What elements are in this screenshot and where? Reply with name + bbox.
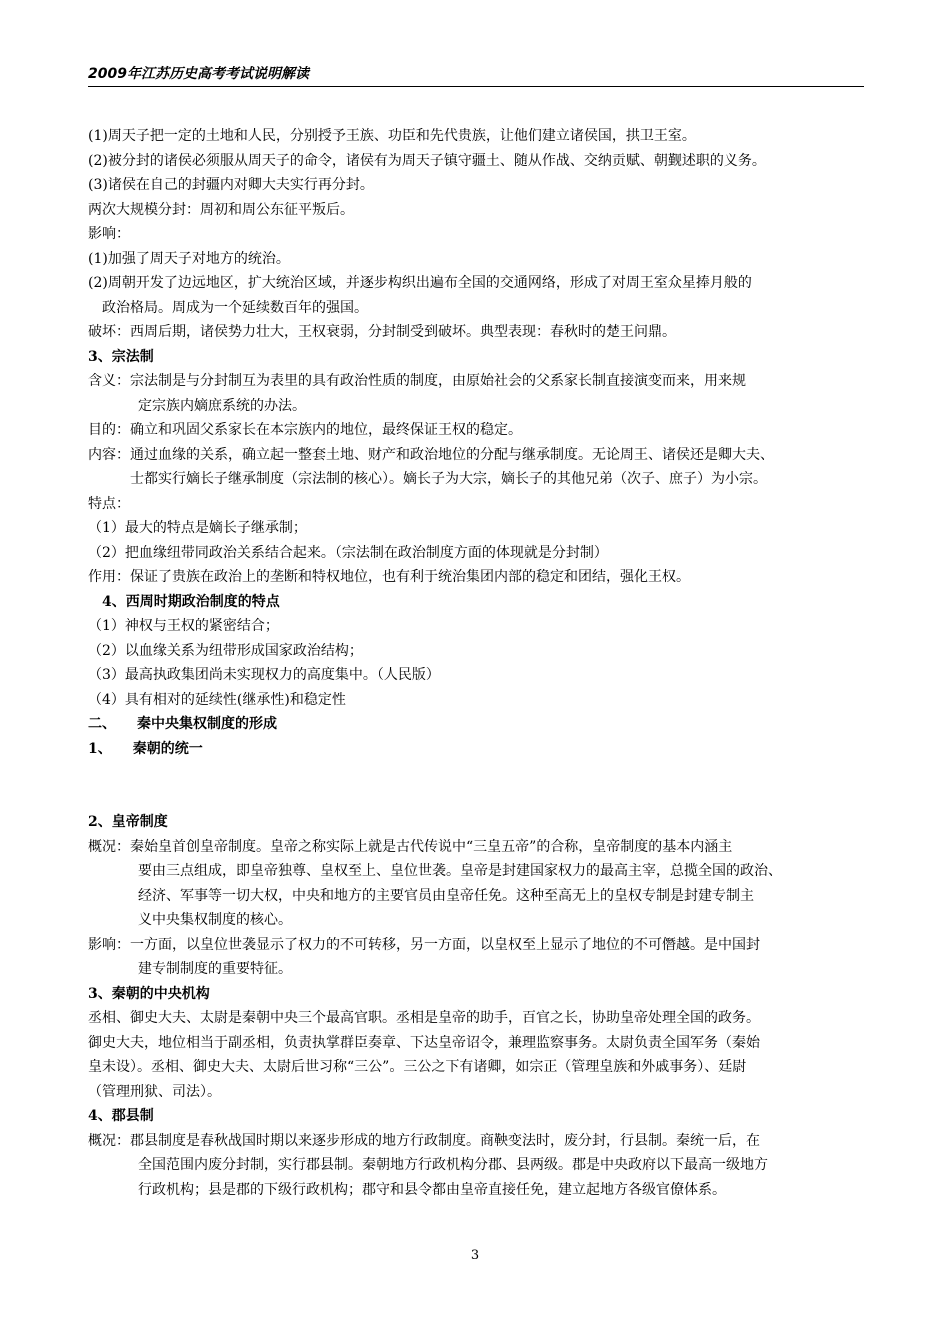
text-line: 内容：通过血缘的关系，确立起一整套土地、财产和政治地位的分配与继承制度。无论周王、诸侯还是卿大夫、: [88, 446, 774, 463]
text-line: (2)周朝开发了边远地区，扩大统治区域，并逐步构织出遍布全国的交通网络，形成了对周王室众星捧月般的: [88, 275, 752, 291]
text-line: （1）最大的特点是嫡长子继承制；: [88, 520, 307, 536]
section-heading: 3、秦朝的中央机构: [88, 985, 210, 1002]
text-line: 两次大规模分封：周初和周公东征平叛后。: [88, 201, 354, 218]
text-line: 要由三点组成，即皇帝独尊、皇权至上、皇位世袭。皇帝是封建国家权力的最高主宰，总揽全国的政治、: [138, 863, 782, 879]
text-line: 建专制制度的重要特征。: [138, 961, 292, 977]
text-line: 破坏：西周后期，诸侯势力壮大，王权衰弱，分封制受到破坏。典型表现：春秋时的楚王问鼎。: [88, 324, 676, 340]
section-heading: 4、西周时期政治制度的特点: [102, 593, 280, 610]
section-heading: 3、宗法制: [88, 348, 154, 365]
text-line: （管理刑狱、司法）。: [88, 1083, 221, 1100]
text-line: 概况：郡县制度是春秋战国时期以来逐步形成的地方行政制度。商鞅变法时，废分封，行县制。秦统一后，在: [88, 1132, 760, 1149]
text-line: (2)被分封的诸侯必须服从周天子的命令，诸侯有为周天子镇守疆土、随从作战、交纳贡赋、朝觐述职的义务。: [88, 152, 766, 169]
text-line: (3)诸侯在自己的封疆内对卿大夫实行再分封。: [88, 177, 374, 193]
text-line: 丞相、御史大夫、太尉是秦朝中央三个最高官职。丞相是皇帝的助手，百官之长，协助皇帝处理全国的政务。: [88, 1010, 760, 1026]
text-line: 影响：: [88, 226, 130, 242]
text-line: 目的：确立和巩固父系家长在本宗族内的地位，最终保证王权的稳定。: [88, 422, 522, 438]
text-line: (1)加强了周天子对地方的统治。: [88, 250, 290, 267]
text-line: 士都实行嫡长子继承制度（宗法制的核心）。嫡长子为大宗，嫡长子的其他兄弟（次子、庶子）为小宗。: [130, 471, 767, 487]
text-line: 行政机构；县是郡的下级行政机构；郡守和县令都由皇帝直接任免，建立起地方各级官僚体系。: [138, 1181, 726, 1198]
text-line: 含义：宗法制是与分封制互为表里的具有政治性质的制度，由原始社会的父系家长制直接演变而来，用来规: [88, 373, 746, 389]
chapter-heading: 二、 秦中央集权制度的形成: [88, 716, 277, 732]
text-line: 经济、军事等一切大权，中央和地方的主要官员由皇帝任免。这种至高无上的皇权专制是封建专制主: [138, 887, 754, 904]
text-line: 作用：保证了贵族在政治上的垄断和特权地位，也有利于统治集团内部的稳定和团结，强化王权。: [88, 569, 690, 585]
text-line: 特点：: [88, 495, 130, 512]
text-line: （3）最高执政集团尚未实现权力的高度集中。（人民版）: [88, 667, 440, 683]
header-rule: [88, 86, 864, 87]
text-line: 御史大夫，地位相当于副丞相，负责执掌群臣奏章、下达皇帝诏令，兼理监察事务。太尉负责全国军务（秦始: [88, 1034, 760, 1051]
text-line: （4）具有相对的延续性(继承性)和稳定性: [88, 691, 346, 708]
text-line: (1)周天子把一定的土地和人民，分别授予王族、功臣和先代贵族，让他们建立诸侯国，拱卫王室。: [88, 128, 696, 144]
text-line: 政治格局。周成为一个延续数百年的强国。: [102, 299, 368, 316]
text-line: 义中央集权制度的核心。: [138, 912, 292, 928]
text-line: 概况：秦始皇首创皇帝制度。皇帝之称实际上就是古代传说中“三皇五帝”的合称，皇帝制度的基本内涵主: [88, 838, 733, 855]
section-heading: 1、 秦朝的统一: [88, 740, 203, 757]
text-line: 定宗族内嫡庶系统的办法。: [138, 397, 306, 414]
text-line: 影响：一方面，以皇位世袭显示了权力的不可转移，另一方面，以皇权至上显示了地位的不可僭越。是中国封: [88, 936, 760, 953]
blank-space: [88, 761, 868, 810]
document-body: [88, 124, 868, 1202]
page-number: 3: [470, 1248, 480, 1263]
section-heading: 4、郡县制: [88, 1108, 154, 1124]
text-line: （2）以血缘关系为纽带形成国家政治结构；: [88, 642, 363, 659]
page-header: 2009年江苏历史高考考试说明解读: [88, 66, 309, 82]
text-line: （1）神权与王权的紧密结合；: [88, 618, 279, 634]
text-line: 皇未设）。丞相、御史大夫、太尉后世习称“三公”。三公之下有诸卿，如宗正（管理皇族和外戚事务）、廷尉: [88, 1059, 747, 1075]
section-heading: 2、皇帝制度: [88, 814, 168, 830]
text-line: （2）把血缘纽带同政治关系结合起来。（宗法制在政治制度方面的体现就是分封制）: [88, 544, 608, 561]
text-line: 全国范围内废分封制，实行郡县制。秦朝地方行政机构分郡、县两级。郡是中央政府以下最高一级地方: [138, 1157, 768, 1173]
